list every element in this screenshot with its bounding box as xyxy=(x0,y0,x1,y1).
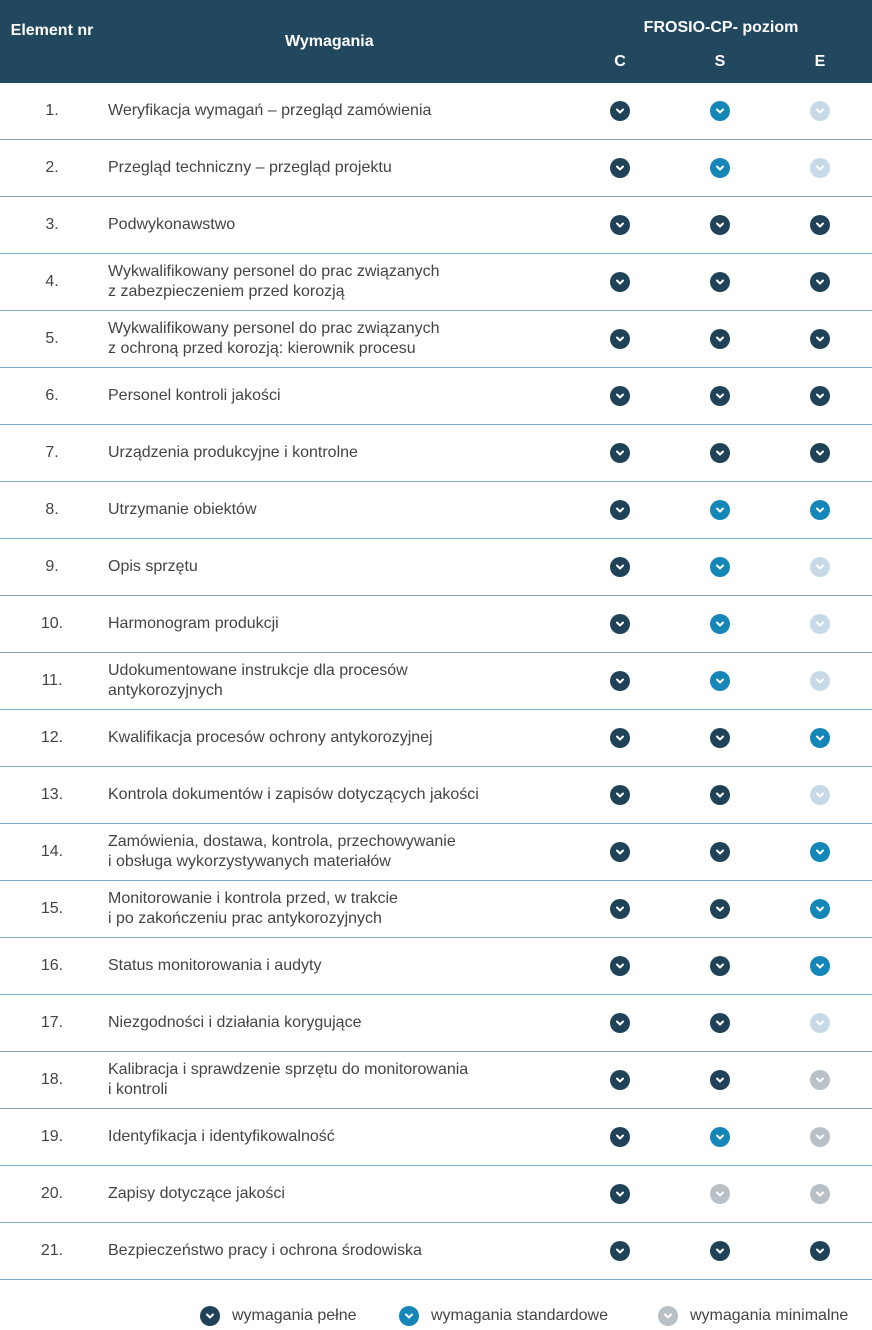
check-dark-icon xyxy=(710,215,730,235)
check-gray-icon xyxy=(810,1127,830,1147)
check-blue-icon xyxy=(810,728,830,748)
check-dark-icon xyxy=(610,272,630,292)
check-light-icon xyxy=(658,1306,678,1326)
check-dark-icon xyxy=(710,386,730,406)
row-requirement: Przegląd techniczny – przegląd projektu xyxy=(108,159,392,176)
legend-standard-label: wymagania standardowe xyxy=(431,1307,608,1324)
row-number: 10. xyxy=(40,615,64,632)
row-number: 19. xyxy=(40,1128,64,1145)
check-dark-icon xyxy=(710,1013,730,1033)
check-dark-icon xyxy=(610,1241,630,1261)
row-number: 8. xyxy=(45,501,59,518)
check-dark-icon xyxy=(710,899,730,919)
header-col-s: S xyxy=(714,53,726,70)
row-number: 2. xyxy=(45,159,59,176)
check-dark-icon xyxy=(810,215,830,235)
row-number: 18. xyxy=(40,1071,64,1088)
check-blue-icon xyxy=(810,956,830,976)
check-dark-icon xyxy=(610,101,630,121)
check-light-icon xyxy=(810,158,830,178)
check-blue-icon xyxy=(810,500,830,520)
check-dark-icon xyxy=(610,956,630,976)
row-requirement: Zamówienia, dostawa, kontrola, przechowywanie i obsługa wykorzystywanych materiałów xyxy=(108,833,456,870)
check-dark-icon xyxy=(610,1013,630,1033)
check-dark-icon xyxy=(810,386,830,406)
check-dark-icon xyxy=(610,899,630,919)
table-row xyxy=(0,824,872,881)
check-blue-icon xyxy=(710,614,730,634)
table-row xyxy=(0,368,872,425)
check-dark-icon xyxy=(810,1241,830,1261)
check-dark-icon xyxy=(610,1127,630,1147)
table-row xyxy=(0,653,872,710)
check-dark-icon xyxy=(710,1070,730,1090)
check-dark-icon xyxy=(710,728,730,748)
legend-standard xyxy=(399,1306,608,1326)
row-requirement: Bezpieczeństwo pracy i ochrona środowiska xyxy=(108,1242,422,1259)
row-requirement: Harmonogram produkcji xyxy=(108,615,279,632)
table-header xyxy=(0,0,872,83)
table-row xyxy=(0,1223,872,1280)
row-number: 11. xyxy=(41,672,63,689)
check-dark-icon xyxy=(200,1306,220,1326)
row-requirement: Kalibracja i sprawdzenie sprzętu do monitorowania i kontroli xyxy=(108,1061,469,1098)
table-row xyxy=(0,596,872,653)
table-row xyxy=(0,83,872,140)
check-gray-icon xyxy=(710,1184,730,1204)
row-requirement: Podwykonawstwo xyxy=(108,216,236,233)
row-requirement: Weryfikacja wymagań – przegląd zamówienia xyxy=(108,102,432,119)
check-dark-icon xyxy=(710,842,730,862)
header-frosio-level: FROSIO-CP- poziom xyxy=(643,19,799,36)
row-number: 4. xyxy=(45,273,59,290)
check-dark-icon xyxy=(610,215,630,235)
table-row xyxy=(0,197,872,254)
table-row xyxy=(0,995,872,1052)
table-body xyxy=(0,83,872,1280)
check-dark-icon xyxy=(610,1184,630,1204)
row-number: 9. xyxy=(45,558,59,575)
row-number: 17. xyxy=(40,1014,64,1031)
check-dark-icon xyxy=(710,443,730,463)
check-blue-icon xyxy=(710,500,730,520)
check-light-icon xyxy=(810,557,830,577)
table-row xyxy=(0,140,872,197)
check-dark-icon xyxy=(610,329,630,349)
check-dark-icon xyxy=(610,557,630,577)
row-number: 5. xyxy=(45,330,59,347)
row-requirement: Opis sprzętu xyxy=(108,558,198,575)
row-number: 1. xyxy=(45,102,59,119)
row-requirement: Zapisy dotyczące jakości xyxy=(108,1185,285,1202)
table-row xyxy=(0,1109,872,1166)
check-blue-icon xyxy=(710,557,730,577)
row-requirement: Utrzymanie obiektów xyxy=(108,501,257,518)
check-light-icon xyxy=(810,614,830,634)
table-row xyxy=(0,938,872,995)
header-requirements: Wymagania xyxy=(285,33,374,50)
check-light-icon xyxy=(810,785,830,805)
header-element-nr: Element nr xyxy=(10,22,94,39)
check-blue-icon xyxy=(710,158,730,178)
check-dark-icon xyxy=(710,329,730,349)
legend-minimal xyxy=(658,1306,848,1326)
check-light-icon xyxy=(810,1013,830,1033)
table-row xyxy=(0,425,872,482)
check-blue-icon xyxy=(710,671,730,691)
check-gray-icon xyxy=(810,1184,830,1204)
check-dark-icon xyxy=(610,1070,630,1090)
table-row xyxy=(0,1166,872,1223)
row-number: 21. xyxy=(40,1242,64,1259)
check-dark-icon xyxy=(810,272,830,292)
row-requirement: Udokumentowane instrukcje dla procesów antykorozyjnych xyxy=(108,662,408,699)
check-dark-icon xyxy=(810,443,830,463)
table-row xyxy=(0,881,872,938)
row-number: 15. xyxy=(40,900,64,917)
row-requirement: Urządzenia produkcyjne i kontrolne xyxy=(108,444,358,461)
row-number: 3. xyxy=(45,216,59,233)
row-number: 7. xyxy=(45,444,59,461)
row-requirement: Monitorowanie i kontrola przed, w trakcie i po zakończeniu prac antykorozyjnych xyxy=(108,890,398,927)
check-dark-icon xyxy=(610,671,630,691)
header-col-c: C xyxy=(614,53,626,70)
legend xyxy=(0,1306,872,1330)
row-requirement: Kontrola dokumentów i zapisów dotyczących jakości xyxy=(108,786,479,803)
check-light-icon xyxy=(810,671,830,691)
check-gray-icon xyxy=(810,1070,830,1090)
row-number: 20. xyxy=(40,1185,64,1202)
row-number: 13. xyxy=(40,786,64,803)
table-row xyxy=(0,482,872,539)
legend-full xyxy=(200,1306,357,1326)
row-number: 6. xyxy=(45,387,59,404)
row-number: 14. xyxy=(40,843,64,860)
check-dark-icon xyxy=(610,443,630,463)
check-dark-icon xyxy=(610,785,630,805)
check-dark-icon xyxy=(610,728,630,748)
check-blue-icon xyxy=(710,101,730,121)
check-dark-icon xyxy=(710,272,730,292)
header-col-e: E xyxy=(814,53,826,70)
check-dark-icon xyxy=(610,842,630,862)
row-number: 12. xyxy=(40,729,64,746)
table-row xyxy=(0,767,872,824)
check-dark-icon xyxy=(610,386,630,406)
row-requirement: Wykwalifikowany personel do prac związanych z zabezpieczeniem przed korozją xyxy=(108,263,440,300)
legend-minimal-label: wymagania minimalne xyxy=(690,1307,849,1324)
table-row xyxy=(0,710,872,767)
check-blue-icon xyxy=(810,842,830,862)
row-requirement: Kwalifikacja procesów ochrony antykorozyjnej xyxy=(108,729,433,746)
check-dark-icon xyxy=(610,158,630,178)
table-row xyxy=(0,1052,872,1109)
legend-full-label: wymagania pełne xyxy=(232,1307,357,1324)
check-dark-icon xyxy=(610,614,630,634)
check-dark-icon xyxy=(710,785,730,805)
check-dark-icon xyxy=(710,1241,730,1261)
check-blue-icon xyxy=(710,1127,730,1147)
check-dark-icon xyxy=(710,956,730,976)
row-requirement: Niezgodności i działania korygujące xyxy=(108,1014,362,1031)
check-dark-icon xyxy=(810,329,830,349)
row-number: 16. xyxy=(40,957,64,974)
row-requirement: Personel kontroli jakości xyxy=(108,387,281,404)
table-row xyxy=(0,539,872,596)
table-row xyxy=(0,311,872,368)
check-light-icon xyxy=(810,101,830,121)
check-dark-icon xyxy=(610,500,630,520)
row-requirement: Wykwalifikowany personel do prac związanych z ochroną przed korozją: kierownik procesu xyxy=(108,320,440,357)
check-blue-icon xyxy=(810,899,830,919)
row-requirement: Status monitorowania i audyty xyxy=(108,957,322,974)
row-requirement: Identyfikacja i identyfikowalność xyxy=(108,1128,335,1145)
check-blue-icon xyxy=(399,1306,419,1326)
table-row xyxy=(0,254,872,311)
